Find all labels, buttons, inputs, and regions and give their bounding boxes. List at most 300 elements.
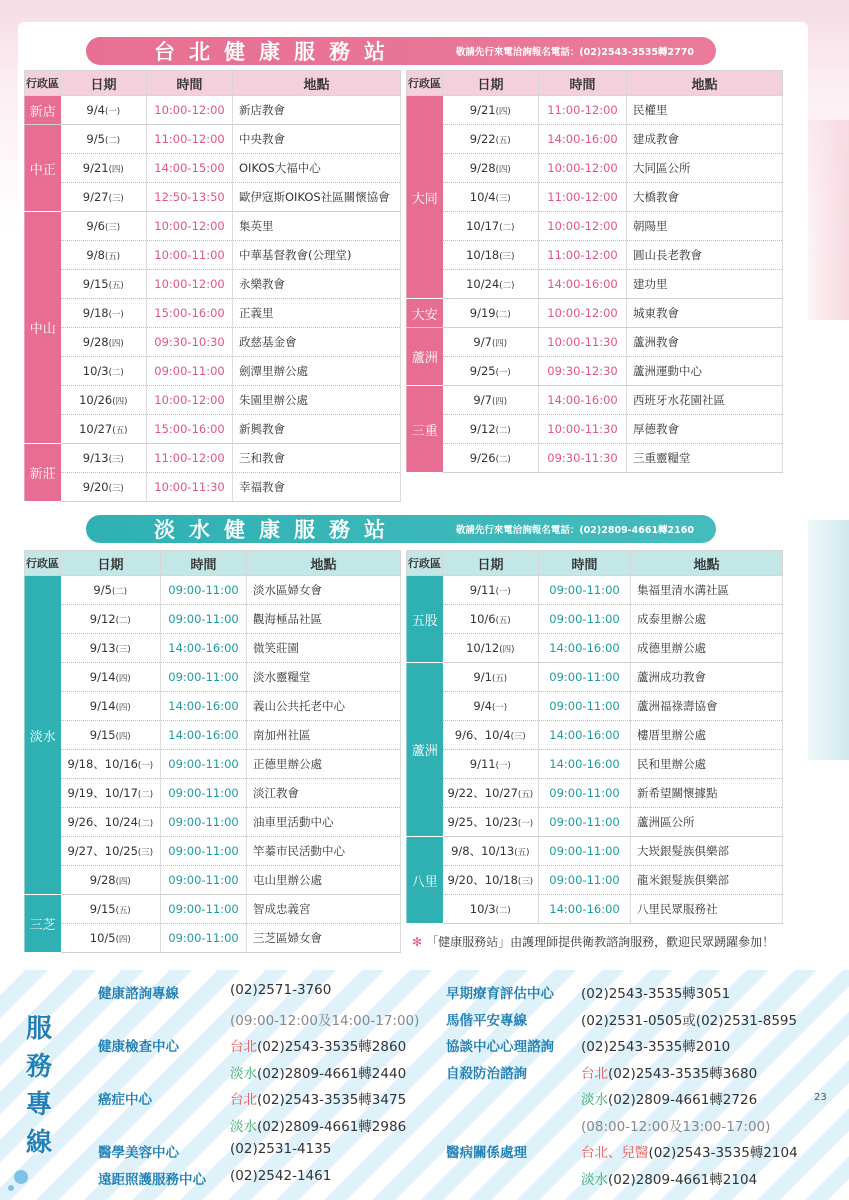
header-date: 日期 bbox=[443, 71, 539, 96]
time-cell: 09:00-11:00 bbox=[161, 924, 247, 953]
date-value: 10/27 bbox=[79, 422, 113, 436]
hotline-value bbox=[230, 982, 331, 998]
location-cell: 民權里 bbox=[627, 96, 783, 125]
date-value: 9/20、10/18 bbox=[447, 873, 518, 887]
district-cell: 三芝 bbox=[25, 895, 61, 953]
date-value: 9/27 bbox=[82, 190, 109, 204]
hotline-number: (02)2531-0505或(02)2531-8595 bbox=[581, 1012, 798, 1029]
location-cell: 幸福教會 bbox=[233, 473, 401, 502]
weekday-value: (二) bbox=[111, 587, 128, 597]
hotline-number: (02)2809-4661轉2726 bbox=[608, 1092, 758, 1108]
header-location: 地點 bbox=[247, 551, 401, 576]
header-location: 地點 bbox=[627, 71, 783, 96]
date-value: 9/20 bbox=[82, 480, 109, 494]
location-cell: 義山公共托老中心 bbox=[247, 692, 401, 721]
hotline-number: (02)2809-4661轉2440 bbox=[257, 1065, 407, 1082]
location-cell: 蘆洲教會 bbox=[627, 328, 783, 357]
table-row bbox=[407, 779, 783, 808]
header-time: 時間 bbox=[539, 551, 631, 576]
hotline-value bbox=[581, 1115, 770, 1135]
asterisk-icon: ✻ bbox=[412, 935, 423, 949]
table-row bbox=[25, 125, 401, 154]
header-time: 時間 bbox=[161, 551, 247, 576]
weekday-value: (三) bbox=[137, 848, 154, 858]
time-cell: 09:00-11:00 bbox=[539, 779, 631, 808]
weekday-value: (二) bbox=[499, 281, 515, 291]
date-value: 9/19、10/17 bbox=[67, 786, 138, 800]
date-value: 9/7 bbox=[473, 335, 492, 349]
date-cell bbox=[61, 212, 147, 241]
header-date: 日期 bbox=[443, 551, 539, 576]
hotline-title-char: 專 bbox=[25, 1090, 52, 1120]
time-cell: 09:00-11:00 bbox=[161, 779, 247, 808]
location-cell: 樓厝里辦公處 bbox=[631, 721, 783, 750]
location-cell: 政慈基金會 bbox=[233, 328, 401, 357]
page-number: 23 bbox=[814, 1092, 827, 1103]
time-cell: 10:00-12:00 bbox=[539, 212, 627, 241]
date-cell bbox=[61, 866, 161, 895]
table-header-row bbox=[407, 551, 783, 576]
time-cell: 14:00-16:00 bbox=[161, 692, 247, 721]
time-cell: 14:00-16:00 bbox=[161, 721, 247, 750]
date-value: 9/22、10/27 bbox=[447, 786, 518, 800]
date-cell bbox=[443, 576, 539, 605]
table-row bbox=[407, 750, 783, 779]
date-value: 9/15 bbox=[89, 728, 116, 742]
district-cell: 五股 bbox=[407, 576, 443, 663]
date-cell bbox=[443, 212, 539, 241]
weekday-value: (二) bbox=[495, 455, 511, 465]
date-value: 9/11 bbox=[469, 757, 496, 771]
header-location: 地點 bbox=[631, 551, 783, 576]
hotline-label: 醫學美容中心 bbox=[98, 1145, 179, 1161]
table-row bbox=[25, 212, 401, 241]
weekday-value: (二) bbox=[115, 616, 131, 626]
date-cell bbox=[443, 270, 539, 299]
time-cell: 09:00-11:00 bbox=[539, 692, 631, 721]
tamsui-table-left bbox=[24, 550, 401, 953]
hotline-title-char: 服 bbox=[25, 1014, 52, 1044]
table-row bbox=[407, 386, 783, 415]
header-district: 行政區 bbox=[407, 551, 443, 576]
date-cell bbox=[443, 125, 539, 154]
weekday-value: (一) bbox=[104, 107, 121, 117]
date-value: 9/8、10/13 bbox=[451, 844, 515, 858]
time-cell: 10:00-12:00 bbox=[147, 386, 233, 415]
table-row bbox=[25, 328, 401, 357]
date-value: 9/15 bbox=[82, 277, 109, 291]
table-row bbox=[25, 750, 401, 779]
table-header-row bbox=[25, 71, 401, 96]
hotline-value bbox=[230, 1088, 406, 1108]
weekday-value: (四) bbox=[112, 397, 128, 407]
time-cell: 14:00-16:00 bbox=[539, 750, 631, 779]
location-cell: 油車里活動中心 bbox=[247, 808, 401, 837]
date-cell bbox=[61, 750, 161, 779]
table-row bbox=[25, 663, 401, 692]
date-value: 9/14 bbox=[89, 699, 116, 713]
date-cell bbox=[61, 605, 161, 634]
table-row bbox=[25, 183, 401, 212]
hotline-section bbox=[0, 970, 849, 1200]
time-cell: 14:00-15:00 bbox=[147, 154, 233, 183]
date-value: 10/24 bbox=[466, 277, 500, 291]
date-value: 9/7 bbox=[473, 393, 492, 407]
date-cell bbox=[61, 386, 147, 415]
weekday-value: (三) bbox=[108, 484, 124, 494]
weekday-value: (五) bbox=[108, 281, 124, 291]
footnote bbox=[412, 933, 774, 950]
date-cell bbox=[443, 299, 539, 328]
date-cell bbox=[443, 779, 539, 808]
weekday-value: (五) bbox=[112, 426, 128, 436]
weekday-value: (二) bbox=[495, 426, 511, 436]
date-value: 9/22 bbox=[469, 132, 496, 146]
location-cell: OIKOS大福中心 bbox=[233, 154, 401, 183]
date-cell bbox=[61, 634, 161, 663]
time-cell: 11:00-12:00 bbox=[147, 125, 233, 154]
table-row bbox=[407, 270, 783, 299]
decorative-dot-icon bbox=[8, 1185, 14, 1191]
table-row bbox=[407, 444, 783, 473]
location-cell: 城東教會 bbox=[627, 299, 783, 328]
weekday-value: (四) bbox=[115, 732, 131, 742]
date-value: 9/6、10/4 bbox=[454, 728, 511, 742]
weekday-value: (二) bbox=[499, 223, 515, 233]
date-cell bbox=[443, 241, 539, 270]
table-row bbox=[25, 779, 401, 808]
hotline-label: 健康檢查中心 bbox=[98, 1039, 179, 1055]
weekday-value: (三) bbox=[517, 877, 534, 887]
table-row bbox=[407, 183, 783, 212]
date-value: 9/28 bbox=[82, 335, 109, 349]
weekday-value: (二) bbox=[137, 819, 154, 829]
weekday-value: (五) bbox=[104, 252, 121, 262]
table-row bbox=[407, 357, 783, 386]
date-value: 9/27、10/25 bbox=[67, 844, 138, 858]
weekday-value: (五) bbox=[491, 674, 508, 684]
weekday-value: (三) bbox=[499, 252, 515, 262]
hotline-number: (08:00-12:00及13:00-17:00) bbox=[581, 1118, 771, 1135]
time-cell: 09:00-11:00 bbox=[161, 605, 247, 634]
hotline-branch: 台北、兒醫 bbox=[581, 1145, 649, 1161]
location-cell: 竿蓁市民活動中心 bbox=[247, 837, 401, 866]
hotline-value bbox=[581, 1062, 757, 1082]
time-cell: 14:00-16:00 bbox=[539, 721, 631, 750]
table-row bbox=[407, 721, 783, 750]
hotline-branch: 台北 bbox=[581, 1065, 608, 1082]
hotline-number: (09:00-12:00及14:00-17:00) bbox=[230, 1012, 420, 1029]
table-row bbox=[25, 357, 401, 386]
district-cell: 蘆洲 bbox=[407, 663, 443, 837]
date-value: 9/13 bbox=[82, 451, 109, 465]
weekday-value: (四) bbox=[499, 645, 515, 655]
location-cell: 微笑莊園 bbox=[247, 634, 401, 663]
date-cell bbox=[61, 96, 147, 125]
hotline-number: (02)2571-3760 bbox=[230, 982, 332, 998]
date-value: 9/12 bbox=[469, 422, 496, 436]
header-time: 時間 bbox=[539, 71, 627, 96]
time-cell: 15:00-16:00 bbox=[147, 299, 233, 328]
table-row bbox=[25, 241, 401, 270]
date-cell bbox=[443, 634, 539, 663]
date-cell bbox=[443, 837, 539, 866]
date-cell bbox=[61, 663, 161, 692]
date-value: 9/11 bbox=[469, 583, 496, 597]
date-value: 9/5 bbox=[93, 583, 112, 597]
date-cell bbox=[443, 692, 539, 721]
table-row bbox=[407, 605, 783, 634]
weekday-value: (二) bbox=[495, 310, 511, 320]
date-value: 10/17 bbox=[466, 219, 500, 233]
table-row bbox=[25, 895, 401, 924]
weekday-value: (三) bbox=[104, 223, 121, 233]
table-row bbox=[25, 605, 401, 634]
taipei-banner bbox=[86, 37, 716, 65]
time-cell: 09:00-11:00 bbox=[161, 808, 247, 837]
time-cell: 09:00-11:00 bbox=[539, 663, 631, 692]
table-row bbox=[25, 386, 401, 415]
hotline-number: (02)2543-3535轉2860 bbox=[257, 1039, 407, 1055]
location-cell: 劍潭里辦公處 bbox=[233, 357, 401, 386]
district-cell: 大安 bbox=[407, 299, 443, 328]
date-value: 9/1 bbox=[473, 670, 492, 684]
decorative-dot-icon bbox=[14, 1170, 28, 1184]
table-row bbox=[407, 692, 783, 721]
hotline-number: (02)2543-3535轉3475 bbox=[257, 1092, 407, 1108]
header-district: 行政區 bbox=[25, 551, 61, 576]
hotline-branch: 淡水 bbox=[230, 1118, 257, 1135]
location-cell: 正德里辦公處 bbox=[247, 750, 401, 779]
location-cell: 大橋教會 bbox=[627, 183, 783, 212]
table-row bbox=[407, 212, 783, 241]
weekday-value: (五) bbox=[495, 616, 511, 626]
table-row bbox=[407, 808, 783, 837]
time-cell: 09:00-11:00 bbox=[161, 837, 247, 866]
time-cell: 09:00-11:00 bbox=[539, 866, 631, 895]
date-value: 10/12 bbox=[466, 641, 500, 655]
date-cell bbox=[61, 721, 161, 750]
weekday-value: (四) bbox=[491, 339, 508, 349]
time-cell: 12:50-13:50 bbox=[147, 183, 233, 212]
date-value: 10/6 bbox=[469, 612, 496, 626]
table-row bbox=[407, 328, 783, 357]
weekday-value: (一) bbox=[495, 368, 511, 378]
weekday-value: (四) bbox=[115, 703, 131, 713]
time-cell: 09:00-11:00 bbox=[539, 808, 631, 837]
date-value: 10/26 bbox=[79, 393, 113, 407]
location-cell: 歐伊寇斯OIKOS社區關懷協會 bbox=[233, 183, 401, 212]
time-cell: 09:00-11:00 bbox=[161, 576, 247, 605]
header-district: 行政區 bbox=[407, 71, 443, 96]
table-row bbox=[407, 125, 783, 154]
hotline-branch: 淡水 bbox=[581, 1092, 608, 1108]
district-cell: 新店 bbox=[25, 96, 61, 125]
date-cell bbox=[443, 866, 539, 895]
date-cell bbox=[443, 808, 539, 837]
weekday-value: (二) bbox=[108, 368, 124, 378]
date-value: 9/18、10/16 bbox=[67, 757, 138, 771]
district-cell: 新莊 bbox=[25, 444, 61, 502]
location-cell: 南加州社區 bbox=[247, 721, 401, 750]
weekday-value: (四) bbox=[115, 877, 131, 887]
time-cell: 10:00-11:00 bbox=[147, 241, 233, 270]
taipei-table-right bbox=[406, 70, 783, 473]
location-cell: 成泰里辦公處 bbox=[631, 605, 783, 634]
location-cell: 蘆洲成功教會 bbox=[631, 663, 783, 692]
hotline-value bbox=[230, 1035, 406, 1055]
weekday-value: (五) bbox=[514, 848, 530, 858]
hotline-label: 遠距照護服務中心 bbox=[98, 1171, 206, 1188]
table-row bbox=[407, 241, 783, 270]
date-cell bbox=[443, 895, 539, 924]
time-cell: 10:00-11:30 bbox=[147, 473, 233, 502]
table-row bbox=[25, 444, 401, 473]
hotline-number: (02)2809-4661轉2986 bbox=[257, 1118, 407, 1135]
date-value: 9/26、10/24 bbox=[67, 815, 138, 829]
weekday-value: (三) bbox=[108, 455, 124, 465]
hotline-branch: 淡水 bbox=[230, 1065, 257, 1082]
time-cell: 14:00-16:00 bbox=[161, 634, 247, 663]
hotline-value bbox=[230, 1141, 331, 1157]
weekday-value: (四) bbox=[495, 107, 511, 117]
header-district: 行政區 bbox=[25, 71, 61, 96]
date-cell bbox=[443, 386, 539, 415]
header-location: 地點 bbox=[233, 71, 401, 96]
table-row bbox=[25, 721, 401, 750]
table-header-row bbox=[407, 71, 783, 96]
weekday-value: (五) bbox=[517, 790, 534, 800]
date-cell bbox=[61, 692, 161, 721]
hotline-number: (02)2543-3535轉3051 bbox=[581, 986, 731, 1002]
date-value: 9/12 bbox=[89, 612, 116, 626]
hotline-value bbox=[581, 982, 730, 1002]
table-row bbox=[407, 634, 783, 663]
hotline-value bbox=[581, 1168, 757, 1188]
weekday-value: (三) bbox=[495, 194, 511, 204]
time-cell: 14:00-16:00 bbox=[539, 634, 631, 663]
table-row bbox=[25, 270, 401, 299]
date-value: 9/6 bbox=[86, 219, 105, 233]
time-cell: 10:00-11:30 bbox=[539, 328, 627, 357]
date-cell bbox=[443, 750, 539, 779]
time-cell: 11:00-12:00 bbox=[147, 444, 233, 473]
date-cell bbox=[61, 895, 161, 924]
tamsui-title: 淡水健康服務站 bbox=[154, 518, 399, 542]
location-cell: 智成忠義宮 bbox=[247, 895, 401, 924]
date-value: 9/21 bbox=[82, 161, 109, 175]
date-value: 9/28 bbox=[89, 873, 116, 887]
location-cell: 集英里 bbox=[233, 212, 401, 241]
table-row bbox=[25, 154, 401, 183]
weekday-value: (一) bbox=[517, 819, 534, 829]
header-date: 日期 bbox=[61, 551, 161, 576]
time-cell: 10:00-11:30 bbox=[539, 415, 627, 444]
hotline-branch: 淡水 bbox=[581, 1171, 608, 1188]
date-cell bbox=[61, 154, 147, 183]
location-cell: 西班牙水花園社區 bbox=[627, 386, 783, 415]
weekday-value: (四) bbox=[115, 674, 131, 684]
location-cell: 觀海極品社區 bbox=[247, 605, 401, 634]
hotline-title bbox=[20, 1010, 58, 1162]
table-row bbox=[25, 924, 401, 953]
location-cell: 中央教會 bbox=[233, 125, 401, 154]
table-row bbox=[407, 154, 783, 183]
taipei-table-left bbox=[24, 70, 401, 502]
location-cell: 蘆洲運動中心 bbox=[627, 357, 783, 386]
weekday-value: (二) bbox=[137, 790, 154, 800]
hotline-branch: 台北 bbox=[230, 1039, 257, 1055]
table-row bbox=[407, 837, 783, 866]
time-cell: 09:30-12:30 bbox=[539, 357, 627, 386]
weekday-value: (三) bbox=[115, 645, 131, 655]
location-cell: 蘆洲福祿壽協會 bbox=[631, 692, 783, 721]
date-value: 9/13 bbox=[89, 641, 116, 655]
table-row bbox=[25, 473, 401, 502]
date-value: 9/4 bbox=[473, 699, 492, 713]
time-cell: 15:00-16:00 bbox=[147, 415, 233, 444]
date-cell bbox=[61, 924, 161, 953]
table-row bbox=[407, 96, 783, 125]
location-cell: 新店教會 bbox=[233, 96, 401, 125]
district-cell: 淡水 bbox=[25, 576, 61, 895]
hotline-label: 醫病關係處理 bbox=[446, 1145, 527, 1161]
date-cell bbox=[443, 154, 539, 183]
weekday-value: (四) bbox=[115, 935, 131, 945]
hotline-label: 健康諮詢專線 bbox=[98, 986, 179, 1002]
location-cell: 正義里 bbox=[233, 299, 401, 328]
location-cell: 三和教會 bbox=[233, 444, 401, 473]
date-cell bbox=[61, 576, 161, 605]
location-cell: 朝陽里 bbox=[627, 212, 783, 241]
time-cell: 09:00-11:00 bbox=[147, 357, 233, 386]
tamsui-banner bbox=[86, 515, 716, 543]
hotline-title-char: 務 bbox=[25, 1052, 52, 1082]
weekday-value: (一) bbox=[137, 761, 154, 771]
weekday-value: (四) bbox=[495, 165, 511, 175]
date-cell bbox=[61, 415, 147, 444]
hotline-number: (02)2543-3535轉2010 bbox=[581, 1039, 731, 1055]
table-row bbox=[25, 808, 401, 837]
location-cell: 厚德教會 bbox=[627, 415, 783, 444]
location-cell: 大同區公所 bbox=[627, 154, 783, 183]
header-date: 日期 bbox=[61, 71, 147, 96]
date-value: 10/3 bbox=[469, 902, 496, 916]
date-value: 9/5 bbox=[86, 132, 105, 146]
district-cell: 中正 bbox=[25, 125, 61, 212]
district-cell: 八里 bbox=[407, 837, 443, 924]
weekday-value: (五) bbox=[495, 136, 511, 146]
date-value: 10/5 bbox=[89, 931, 116, 945]
time-cell: 09:00-11:00 bbox=[539, 576, 631, 605]
weekday-value: (二) bbox=[495, 906, 511, 916]
weekday-value: (一) bbox=[491, 703, 508, 713]
date-value: 10/3 bbox=[82, 364, 109, 378]
time-cell: 09:00-11:00 bbox=[539, 837, 631, 866]
weekday-value: (一) bbox=[495, 761, 511, 771]
time-cell: 09:30-11:30 bbox=[539, 444, 627, 473]
time-cell: 09:00-11:00 bbox=[539, 605, 631, 634]
date-value: 9/15 bbox=[89, 902, 116, 916]
date-value: 9/26 bbox=[469, 451, 496, 465]
time-cell: 14:00-16:00 bbox=[539, 386, 627, 415]
time-cell: 09:00-11:00 bbox=[161, 895, 247, 924]
hotline-value bbox=[230, 1009, 419, 1029]
taipei-note: 敬請先行來電洽詢報名電話：(02)2543-3535轉2770 bbox=[455, 47, 694, 58]
hotline-number: (02)2543-3535轉3680 bbox=[608, 1065, 758, 1082]
weekday-value: (一) bbox=[495, 587, 511, 597]
date-cell bbox=[61, 299, 147, 328]
